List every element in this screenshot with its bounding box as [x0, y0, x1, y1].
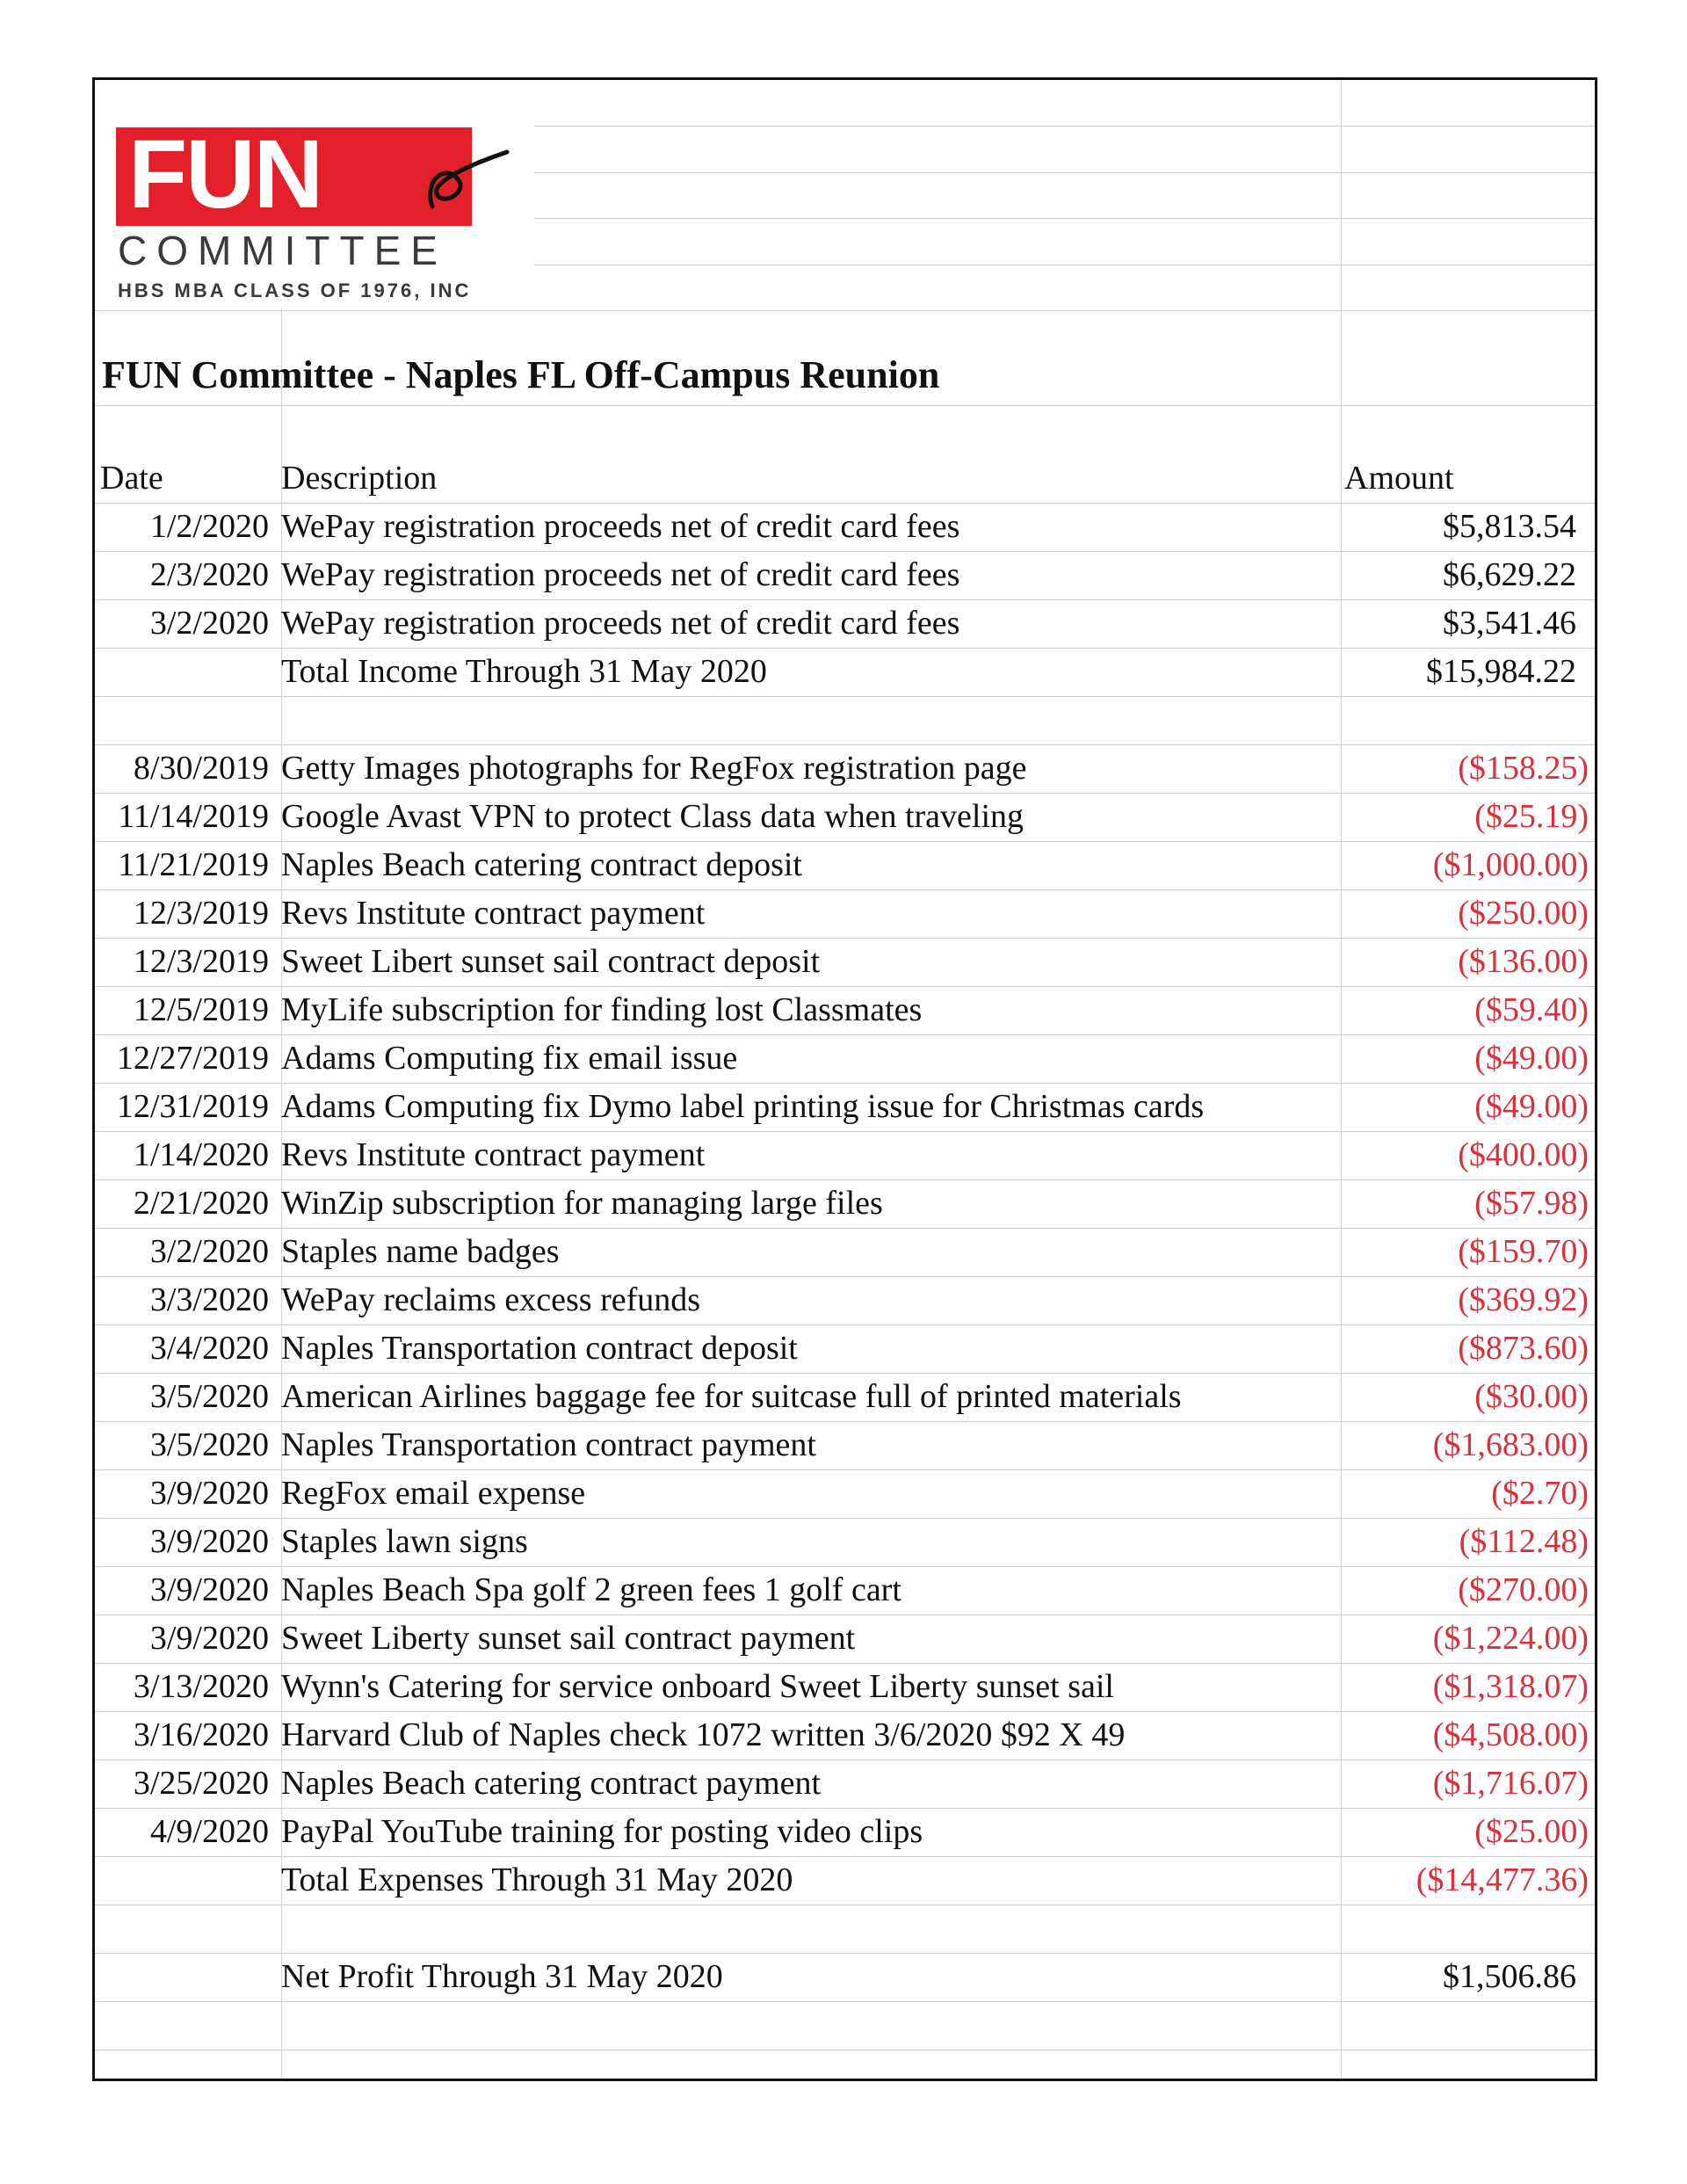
- row-line: [534, 172, 1595, 173]
- expense-row: [95, 1034, 1595, 1083]
- cell-description: WePay registration proceeds net of credit card fees: [281, 556, 960, 593]
- cell-amount: $3,541.46: [1443, 605, 1576, 642]
- cell-description: Revs Institute contract payment: [281, 1136, 706, 1173]
- expense-row: [95, 1373, 1595, 1421]
- cell-description: Adams Computing fix email issue: [281, 1040, 738, 1077]
- cell-amount: ($1,683.00): [1432, 1426, 1589, 1463]
- row-line: [95, 793, 1595, 794]
- row-line: [95, 1518, 1595, 1519]
- cell-amount: ($159.70): [1458, 1233, 1589, 1270]
- expense-row: [95, 1083, 1595, 1131]
- cell-amount: ($1,318.07): [1432, 1668, 1589, 1705]
- cell-description: Sweet Libert sunset sail contract deposit: [281, 943, 821, 980]
- cell-amount: ($136.00): [1458, 943, 1589, 980]
- cell-amount: $5,813.54: [1443, 508, 1576, 545]
- cell-amount: ($369.92): [1458, 1281, 1589, 1318]
- expense-row: [95, 841, 1595, 889]
- cell-amount: ($14,477.36): [1415, 1861, 1589, 1898]
- cell-date: 3/9/2020: [149, 1475, 269, 1512]
- expense-row: [95, 1711, 1595, 1760]
- cell-amount: ($250.00): [1458, 895, 1589, 932]
- row-line: [95, 2001, 1595, 2002]
- cell-description: American Airlines baggage fee for suitcase full of printed materials: [281, 1378, 1182, 1415]
- expense-row: [95, 1566, 1595, 1614]
- cell-date: 8/30/2019: [133, 750, 269, 787]
- cell-date: 12/3/2019: [133, 895, 269, 932]
- cell-description: WePay reclaims excess refunds: [281, 1281, 701, 1318]
- cell-date: 4/9/2020: [149, 1813, 269, 1850]
- cell-date: 3/9/2020: [149, 1620, 269, 1657]
- row-line: [95, 744, 1595, 745]
- cell-description: Harvard Club of Naples check 1072 written 3/6/2020 $92 X 49: [281, 1716, 1126, 1753]
- logo-d-swash-icon: [406, 145, 511, 215]
- cell-amount: ($59.40): [1474, 991, 1589, 1028]
- cell-date: 2/21/2020: [133, 1185, 269, 1222]
- expense-row: [95, 1808, 1595, 1856]
- row-line: [95, 1083, 1595, 1084]
- expense-row: [95, 1276, 1595, 1324]
- row-line: [95, 1663, 1595, 1664]
- row-line: [95, 1373, 1595, 1374]
- cell-description: Naples Transportation contract deposit: [281, 1330, 798, 1367]
- row-line: [95, 1614, 1595, 1615]
- cell-description: Wynn's Catering for service onboard Sweet Liberty sunset sail: [281, 1668, 1114, 1705]
- expense-row: [95, 986, 1595, 1034]
- net-profit-row: [95, 1953, 1595, 2001]
- logo-wordmark: FUN: [128, 120, 322, 229]
- cell-description: Naples Beach Spa golf 2 green fees 1 golf cart: [281, 1571, 901, 1608]
- cell-description: Naples Beach catering contract deposit: [281, 846, 802, 883]
- row-line: [95, 1953, 1595, 1954]
- cell-date: 2/3/2020: [149, 556, 269, 593]
- row-line: [95, 599, 1595, 600]
- cell-description: PayPal YouTube training for posting video clips: [281, 1813, 923, 1850]
- cell-date: 1/2/2020: [149, 508, 269, 545]
- row-line: [95, 1421, 1595, 1422]
- row-line: [95, 1131, 1595, 1132]
- cell-amount: ($25.00): [1474, 1813, 1589, 1850]
- income-row: [95, 599, 1595, 648]
- expense-row: [95, 1131, 1595, 1179]
- cell-date: 12/5/2019: [133, 991, 269, 1028]
- cell-amount: $1,506.86: [1443, 1958, 1576, 1995]
- cell-description: Getty Images photographs for RegFox registration page: [281, 750, 1027, 787]
- cell-date: 12/31/2019: [116, 1088, 269, 1125]
- logo-subtitle: HBS MBA CLASS OF 1976, INC: [118, 279, 472, 301]
- cell-amount: ($270.00): [1458, 1571, 1589, 1608]
- row-line: [95, 1276, 1595, 1277]
- expense-row: [95, 1614, 1595, 1663]
- row-line: [95, 405, 1595, 406]
- expense-row: [95, 1760, 1595, 1808]
- ledger-sheet: [92, 77, 1597, 2081]
- row-line: [95, 938, 1595, 939]
- cell-description: Staples lawn signs: [281, 1523, 528, 1560]
- cell-description: WinZip subscription for managing large files: [281, 1185, 883, 1222]
- cell-date: 3/13/2020: [133, 1668, 269, 1705]
- expense-row: [95, 938, 1595, 986]
- cell-date: 3/5/2020: [149, 1426, 269, 1463]
- cell-date: 11/14/2019: [118, 798, 269, 835]
- cell-description: MyLife subscription for finding lost Classmates: [281, 991, 923, 1028]
- cell-amount: $6,629.22: [1443, 556, 1576, 593]
- cell-date: 3/2/2020: [149, 605, 269, 642]
- cell-amount: $15,984.22: [1426, 653, 1576, 690]
- cell-description: Net Profit Through 31 May 2020: [281, 1958, 723, 1995]
- cell-amount: ($1,716.07): [1432, 1765, 1589, 1802]
- income-total-row: [95, 648, 1595, 696]
- header-date: Date: [100, 460, 163, 497]
- cell-date: 12/27/2019: [116, 1040, 269, 1077]
- cell-amount: ($2.70): [1491, 1475, 1589, 1512]
- cell-description: Google Avast VPN to protect Class data when traveling: [281, 798, 1024, 835]
- row-line: [95, 986, 1595, 987]
- cell-date: 3/9/2020: [149, 1523, 269, 1560]
- cell-amount: ($57.98): [1474, 1185, 1589, 1222]
- cell-description: Naples Beach catering contract payment: [281, 1765, 822, 1802]
- row-line: [95, 841, 1595, 842]
- cell-amount: ($1,000.00): [1432, 846, 1589, 883]
- logo-committee-text: COMMITTEE: [118, 228, 447, 273]
- row-line: [95, 696, 1595, 697]
- cell-amount: ($49.00): [1474, 1088, 1589, 1125]
- row-line: [95, 1856, 1595, 1857]
- cell-date: 3/4/2020: [149, 1330, 269, 1367]
- income-row: [95, 503, 1595, 551]
- cell-description: WePay registration proceeds net of credit card fees: [281, 605, 960, 642]
- row-line: [95, 648, 1595, 649]
- row-line: [95, 503, 1595, 504]
- cell-date: 1/14/2020: [133, 1136, 269, 1173]
- cell-description: Total Income Through 31 May 2020: [281, 653, 767, 690]
- header-amount: Amount: [1344, 460, 1454, 497]
- expense-row: [95, 1421, 1595, 1469]
- cell-description: Adams Computing fix Dymo label printing issue for Christmas cards: [281, 1088, 1205, 1125]
- row-line: [95, 1469, 1595, 1470]
- cell-amount: ($4,508.00): [1432, 1716, 1589, 1753]
- row-line: [95, 889, 1595, 890]
- cell-description: WePay registration proceeds net of credit card fees: [281, 508, 960, 545]
- table-header-row: [95, 454, 1595, 503]
- cell-amount: ($873.60): [1458, 1330, 1589, 1367]
- row-line: [95, 1566, 1595, 1567]
- expense-row: [95, 793, 1595, 841]
- row-line: [95, 1179, 1595, 1180]
- expense-row: [95, 744, 1595, 793]
- cell-description: Staples name badges: [281, 1233, 560, 1270]
- cell-date: 3/3/2020: [149, 1281, 269, 1318]
- expense-row: [95, 1469, 1595, 1518]
- cell-amount: ($400.00): [1458, 1136, 1589, 1173]
- row-line: [95, 1324, 1595, 1325]
- row-line: [534, 126, 1595, 127]
- row-line: [95, 1034, 1595, 1035]
- cell-description: Sweet Liberty sunset sail contract payment: [281, 1620, 856, 1657]
- cell-description: Total Expenses Through 31 May 2020: [281, 1861, 793, 1898]
- cell-amount: ($112.48): [1459, 1523, 1589, 1560]
- cell-amount: ($30.00): [1474, 1378, 1589, 1415]
- expense-row: [95, 1324, 1595, 1373]
- cell-date: 3/25/2020: [133, 1765, 269, 1802]
- income-row: [95, 551, 1595, 599]
- page-title: FUN Committee - Naples FL Off-Campus Reunion: [102, 353, 940, 396]
- row-line: [534, 218, 1595, 219]
- expense-row: [95, 1518, 1595, 1566]
- header-description: Description: [281, 460, 438, 497]
- cell-description: Naples Transportation contract payment: [281, 1426, 816, 1463]
- cell-amount: ($1,224.00): [1432, 1620, 1589, 1657]
- row-line: [95, 551, 1595, 552]
- cell-date: 3/5/2020: [149, 1378, 269, 1415]
- expense-total-row: [95, 1856, 1595, 1905]
- row-line: [95, 1808, 1595, 1809]
- cell-date: 3/2/2020: [149, 1233, 269, 1270]
- cell-amount: ($49.00): [1474, 1040, 1589, 1077]
- expense-row: [95, 1179, 1595, 1228]
- cell-date: 12/3/2019: [133, 943, 269, 980]
- expense-row: [95, 1663, 1595, 1711]
- cell-date: 3/9/2020: [149, 1571, 269, 1608]
- row-line: [95, 1228, 1595, 1229]
- cell-description: RegFox email expense: [281, 1475, 586, 1512]
- cell-date: 3/16/2020: [133, 1716, 269, 1753]
- cell-amount: ($158.25): [1458, 750, 1589, 787]
- fun-committee-logo: [116, 120, 503, 312]
- expense-row: [95, 889, 1595, 938]
- cell-description: Revs Institute contract payment: [281, 895, 706, 932]
- cell-amount: ($25.19): [1474, 798, 1589, 835]
- cell-date: 11/21/2019: [118, 846, 269, 883]
- row-line: [95, 1711, 1595, 1712]
- expense-row: [95, 1228, 1595, 1276]
